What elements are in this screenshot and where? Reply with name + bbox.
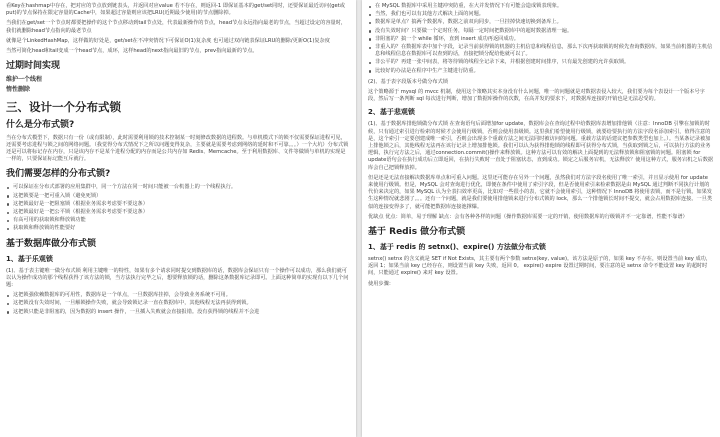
heading-section-3: 三、设计一个分布式锁 xyxy=(6,99,121,114)
optimistic-issues-list xyxy=(6,292,350,316)
version-lock-paragraph: 这个策略源于 mysql 的 mvcc 机制，使用这个策略其实本身没有什么问题，唯一的问题就是对数据表侵入较大，我们要为每个表设计一个版本号字段，然后写一条判断 sql 每次进行判断，增加了数据库操作的次数，在高并发的要求下，对数据库连接的开销也是无法忍受的。 xyxy=(368,89,705,103)
heading-lock-requirements: 我们需要怎样的分布式锁? xyxy=(6,169,111,180)
list-item: 非重入的？在数据库表中加个字段，记录当前获得锁的机器的主机信息和线程信息，那么下次再获取锁的时候先查询数据库，如果当前机器的主机信息和线程信息在数据库可以查到的话，直接把锁分配给他就可以了。 xyxy=(368,44,714,58)
what-paragraph: 当在分布式模型下，数据只有一份（或有限制），此时需要利用锁的技术控制某一时刻修改数据的进程数。与单机模式下的锁不仅需要保证进程可见，还需要考虑进程与锁之间的网络问题。（我觉得分布式情况下之所以问题变得复杂，主要就是需要考虑到网络的延时和不可靠。。。）一个大坑）分布式锁还是可以将标记存在内存，只是该内存不是某个进程分配的内存而是公共内存如 Redis、Memcache。至于利用数据库、文件等做锁与单机的实现是一样的，只要保证标记能互斥就行。 xyxy=(6,134,349,163)
optimistic-paragraph: (1)、基于表主键唯一做分布式锁 利用主键唯一的特性，如果有多个请求同时提交到数据库的话，数据库会保证只有一个操作可以成功，那么我们就可以认为操作成功的那个线程获得了该方法的锁，当方法执行完毕之后，想要释放锁的话，删除这条数据库记录即可。上面这种简单的实现有以下几个问题: xyxy=(6,267,349,289)
list-item: 这把锁没有失效时间，一旦解锁操作失败，就会导致锁记录一直在数据库中，其他线程无法再获得到锁。 xyxy=(6,300,350,307)
requirements-list xyxy=(6,184,350,232)
pessimistic-paragraph-1: (1)、基于数据库排他锁做分布式锁 在查询语句后面增加for update，数据库会在查询过程中给数据库表增加排他锁（注意：InnoDB 引擎在加锁的时候，只有通过索引进行检索的时候才会使用行级锁，否则会使用表级锁。这里我们希望使用行级锁，就要给要执行的方法字段名添加索引，值得注意的是，这个索引一定要创建成唯一索引，否则会出现多个重载方法之间无法同时被访问的问题。重载方法的话建议把参数类型也加上。）。当某条记录被加上排他锁之后，其他线程无法再在该行记录上增加排他锁。我们可以认为获得排他锁的线程即可获得分布式锁，当获取到锁之后，可以执行方法的业务逻辑，执行完方法之后，通过connection.commit()操作来释放锁。这种方法可以有效的解决上面提到的无法释放锁和阻塞锁的问题。阻塞锁 for update语句会在执行成功后立即返回，在执行失败时一直处于阻塞状态，直到成功。锁定之后服务宕机，无法释放？使用这种方式，服务宕机之后数据库会自己把锁释放掉。 xyxy=(368,121,714,171)
list-item: 这把锁只能是非阻塞的，因为数据的 insert 操作，一旦插入失败就会直接报错。没有获得锁的线程并不会进 xyxy=(6,309,350,316)
heading-redis-setnx-expire: 1、基于 redis 的 setnx()、expire() 方法做分布式锁 xyxy=(368,243,546,252)
intro-paragraph-2: 当我们在get/set一个节点时都要把操作的这个节点移动到tail节点处，代表最新操作的节点，head节点永远指向最老的节点，当超过设定的容量时，我们就删除head节点指向的最老节点 xyxy=(6,20,347,34)
list-item: 非公平的？再建一张中间表，将等待锁的线程全记录下来，并根据创建时间排序，只有最先创建的允许获取锁。 xyxy=(368,59,714,66)
list-item: 这把锁最好是一把阻塞锁（根据业务需求考虑要不要这条） xyxy=(6,201,350,208)
heading-redis-lock: 基于 Redis 做分布式锁 xyxy=(368,227,466,238)
list-item: 这把锁要是一把可重入锁（避免死锁） xyxy=(6,193,350,200)
heading-database-lock: 基于数据库做分布式锁 xyxy=(6,238,97,249)
right-document-page xyxy=(362,0,720,437)
list-item: 比较好的办法是在程序中生产主键进行防重。 xyxy=(368,68,714,75)
heading-expire-implementation: 过期时间实现 xyxy=(6,61,61,72)
intro-paragraph-3: 就像是个LinkedHashMap，这样做的好处是，get/set在不冲突情况下可保证O(1)复杂度 也可通过双向链表保证LRU的删除/更新O(1)复杂度 xyxy=(6,37,330,44)
list-item: 这把锁强依赖数据库的可用性，数据库是一个单点，一旦数据库挂掉，会导致业务系统不可用。 xyxy=(6,292,350,299)
list-item: 没有失效时间？只要做一个定时任务，每隔一定时间把数据库中的超时数据清理一遍。 xyxy=(368,28,714,35)
pessimistic-paragraph-2: 但是还是无法直接解决数据库单点和可重入问题。这里还可能存在另外一个问题，虽然我们对方法字段名使用了唯一索引，并且显示使用 for update 来使用行级锁。但是，MySQL 会对查询进行优化，即便在条件中使用了索引字段，但是否使用索引来检索数据是由 MySQL 通过判断不同执行计划的代价来决定的，如果 MySQL 认为全表扫效率更高，比如对一些很小的表，它就不会使用索引，这种情况下 InnoDB 将使用表锁，而不是行锁。如果发生这种情况就悲剧了。。。还有一个问题，就是我们要使用排他锁来进行分布式锁的 lock，那么一个排他锁长时间不提交，就会占用数据库连接。一旦类似的连接变得多了，就可能把数据库连接池撑爆。 xyxy=(368,174,713,210)
list-item: 在 MySQL 数据库中采用主键冲突防重，在大并发情况下有可能会造成锁表现象。 xyxy=(368,3,714,10)
list-item: 可以保证在分布式部署的应用集群中，同一个方法在同一时间只能被一台机器上的一个线程执行。 xyxy=(6,184,350,191)
pros-cons-paragraph: 优缺点 优点：简单，易于理解 缺点：会有各种各样的问题（操作数据库需要一定的开销，使用数据库的行级锁并不一定靠谱，性能不靠谱） xyxy=(368,213,688,220)
intro-paragraph-4: 当然可简化head和tail变成一个head节点，成环，这样head的next指向最旧的节点，prev指向最新的节点。 xyxy=(6,48,258,55)
list-item: 数据库是单点？搞两个数据库，数据之前双向同步，一旦挂掉快速切换到备库上。 xyxy=(368,19,714,26)
expire-item-lazy-delete: 惰性删除 xyxy=(6,86,31,94)
issues-solutions-list xyxy=(368,3,714,75)
list-item: 获取锁和释放锁的性能要好 xyxy=(6,225,350,232)
intro-paragraph-1: 看Key在hashmap中存在，把对应的节点放到链表头，并返回对应value 若不存在，则返回-1 即保证基本的get/set同时，还要保证最近访问(get或put)的节点保持在限定容量的Cache中，如果超过容量则应该把LRU(近期最少使用)的节点删除掉。 xyxy=(6,3,345,17)
heading-what-is-distributed-lock: 什么是分布式锁? xyxy=(6,119,75,130)
heading-optimistic-lock: 1、基于乐观锁 xyxy=(6,254,53,263)
redis-usage-label: 使用步骤： xyxy=(368,280,394,287)
heading-pessimistic-lock: 2、基于悲观锁 xyxy=(368,108,415,117)
list-item: 当然，我们也可以有其他方式解决上面的问题。 xyxy=(368,11,714,18)
expire-item-thread: 维护一个线程 xyxy=(6,76,43,84)
left-document-page xyxy=(0,0,356,437)
list-item: 非阻塞的？搞一个 while 循环，直到 insert 成功再返回成功。 xyxy=(368,36,714,43)
list-item: 有高可用的获取锁和释放锁功能 xyxy=(6,217,350,224)
version-lock-title: (2)、基于表字段版本号做分布式锁 xyxy=(368,78,448,85)
redis-paragraph: setnx() setnx 的含义就是 SET if Not Exists，其主要有两个参数 setnx(key, value)。该方法是原子的，如果 key 不存在，则设置当前 key 成功，返回 1；如果当前 key 已经存在，则设置当前 key 失败，返回 0。 expire() expire 设置过期时间，要注意的是 setnx 命令不能设置 key 的超时时间，只能通过 expire() 来对 key 设置。 xyxy=(368,256,712,277)
list-item: 这把锁最好是一把公平锁（根据业务需求考虑要不要这条） xyxy=(6,209,350,216)
